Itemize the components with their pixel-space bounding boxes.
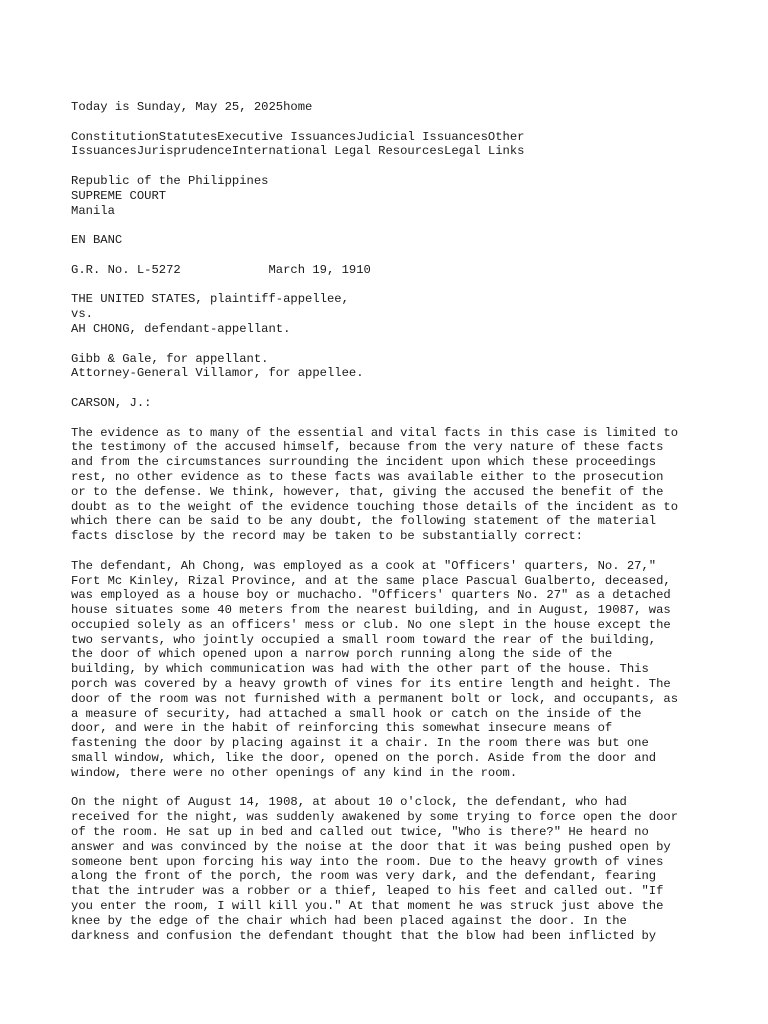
paragraph-line: Fort Mc Kinley, Rizal Province, and at the same place Pascual Gualberto, deceased, (71, 573, 671, 588)
appellant-counsel: Gibb & Gale, for appellant. (71, 351, 269, 366)
author-block (71, 396, 731, 411)
case-number-block (71, 263, 731, 278)
opinion-paragraph (71, 795, 731, 943)
paragraph-line: facts disclose by the record may be taken to be substantially correct: (71, 529, 583, 544)
paragraph-line: On the night of August 14, 1908, at about 10 o'clock, the defendant, who had (71, 795, 627, 810)
court-location: Manila (71, 203, 115, 218)
site-navigation (71, 130, 731, 160)
paragraph-line: knee by the edge of the chair which had been placed against the door. In the (71, 913, 627, 928)
paragraph-line: along the front of the porch, the room was very dark, and the defendant, fearing (71, 869, 657, 884)
case-number-and-date: G.R. No. L-5272 March 19, 1910 (71, 262, 371, 277)
date-text: Today is Sunday, May 25, 2025 (71, 100, 284, 114)
court-country: Republic of the Philippines (71, 173, 269, 188)
paragraph-line: porch was covered by a heavy growth of vines for its entire length and height. The (71, 677, 671, 692)
paragraph-line: of the room. He sat up in bed and called out twice, "Who is there?" He heard no (71, 825, 649, 840)
paragraph-line: The evidence as to many of the essential and vital facts in this case is limited to (71, 425, 679, 440)
nav-link-other-issuances-start[interactable]: Other (487, 129, 525, 144)
court-name: SUPREME COURT (71, 188, 167, 203)
nav-link-constitution[interactable]: Constitution (71, 129, 159, 144)
nav-link-statutes[interactable]: Statutes (158, 129, 218, 144)
paragraph-line: and from the circumstances surrounding the incident upon which these proceedings (71, 455, 657, 470)
paragraph-line: darkness and confusion the defendant thought that the blow had been inflicted by (71, 928, 657, 943)
paragraph-line: or to the defense. We think, however, that, giving the accused the benefit of the (71, 484, 664, 499)
nav-link-legal-links[interactable]: Legal Links (444, 144, 525, 159)
paragraph-line: the door of which opened upon a narrow porch running along the side of the (71, 647, 613, 662)
paragraph-line: a measure of security, had attached a small hook or catch on the inside of the (71, 706, 642, 721)
opinion-paragraph (71, 559, 731, 781)
paragraph-line: that the intruder was a robber or a thief, leaped to his feet and called out. "If (71, 884, 664, 899)
document-page (71, 100, 731, 958)
paragraph-line: someone bent upon forcing his way into the room. Due to the heavy growth of vines (71, 854, 664, 869)
paragraph-line: was employed as a house boy or muchacho. "Officers' quarters No. 27" as a detached (71, 588, 671, 603)
versus-line: vs. (71, 307, 93, 322)
parties-block (71, 292, 731, 336)
nav-link-international-legal-resources[interactable]: International Legal Resources (231, 144, 445, 159)
paragraph-line: occupied solely as an officers' mess or club. No one slept in the house except the (71, 617, 671, 632)
nav-link-judicial-issuances[interactable]: Judicial Issuances (356, 129, 488, 144)
opinion-paragraph (71, 426, 731, 544)
division-label: EN BANC (71, 233, 123, 248)
paragraph-line: house situates some 40 meters from the nearest building, and in August, 19087, was (71, 603, 671, 618)
paragraph-line: two servants, who jointly occupied a small room toward the rear of the building, (71, 632, 657, 647)
nav-link-executive-issuances[interactable]: Executive Issuances (217, 129, 357, 144)
paragraph-line: which there can be said to be any doubt, the following statement of the material (71, 514, 657, 529)
paragraph-line: The defendant, Ah Chong, was employed as a cook at "Officers' quarters, No. 27," (71, 558, 657, 573)
paragraph-line: fastening the door by placing against it a chair. In the room there was but one (71, 736, 649, 751)
division-block (71, 233, 731, 248)
court-heading (71, 174, 731, 218)
nav-link-jurisprudence[interactable]: Jurisprudence (136, 144, 232, 159)
paragraph-line: door of the room was not furnished with a permanent bolt or lock, and occupants, as (71, 691, 679, 706)
home-link[interactable]: home (283, 100, 313, 114)
paragraph-line: window, there were no other openings of any kind in the room. (71, 765, 518, 780)
defendant-line: AH CHONG, defendant-appellant. (71, 321, 291, 336)
paragraph-line: small window, which, like the door, opened on the porch. Aside from the door and (71, 751, 657, 766)
appellee-counsel: Attorney-General Villamor, for appellee. (71, 366, 364, 381)
paragraph-line: building, by which communication was had with the other part of the house. This (71, 662, 649, 677)
paragraph-line: doubt as to the weight of the evidence touching those details of the incident as to (71, 499, 679, 514)
paragraph-line: received for the night, was suddenly awakened by some trying to force open the door (71, 810, 679, 825)
date-header (71, 100, 731, 115)
paragraph-line: the testimony of the accused himself, because from the very nature of these facts (71, 440, 664, 455)
paragraph-line: answer and was convinced by the noise at the door that it was being pushed open by (71, 839, 671, 854)
counsel-block (71, 352, 731, 382)
plaintiff-line: THE UNITED STATES, plaintiff-appellee, (71, 292, 349, 307)
paragraph-line: door, and were in the habit of reinforcing this somewhat insecure means of (71, 721, 613, 736)
paragraph-line: rest, no other evidence as to these facts was available either to the prosecution (71, 469, 664, 484)
nav-link-other-issuances-end[interactable]: Issuances (71, 144, 137, 159)
ponente: CARSON, J.: (71, 395, 152, 410)
paragraph-line: you enter the room, I will kill you." At that moment he was struck just above the (71, 899, 664, 914)
